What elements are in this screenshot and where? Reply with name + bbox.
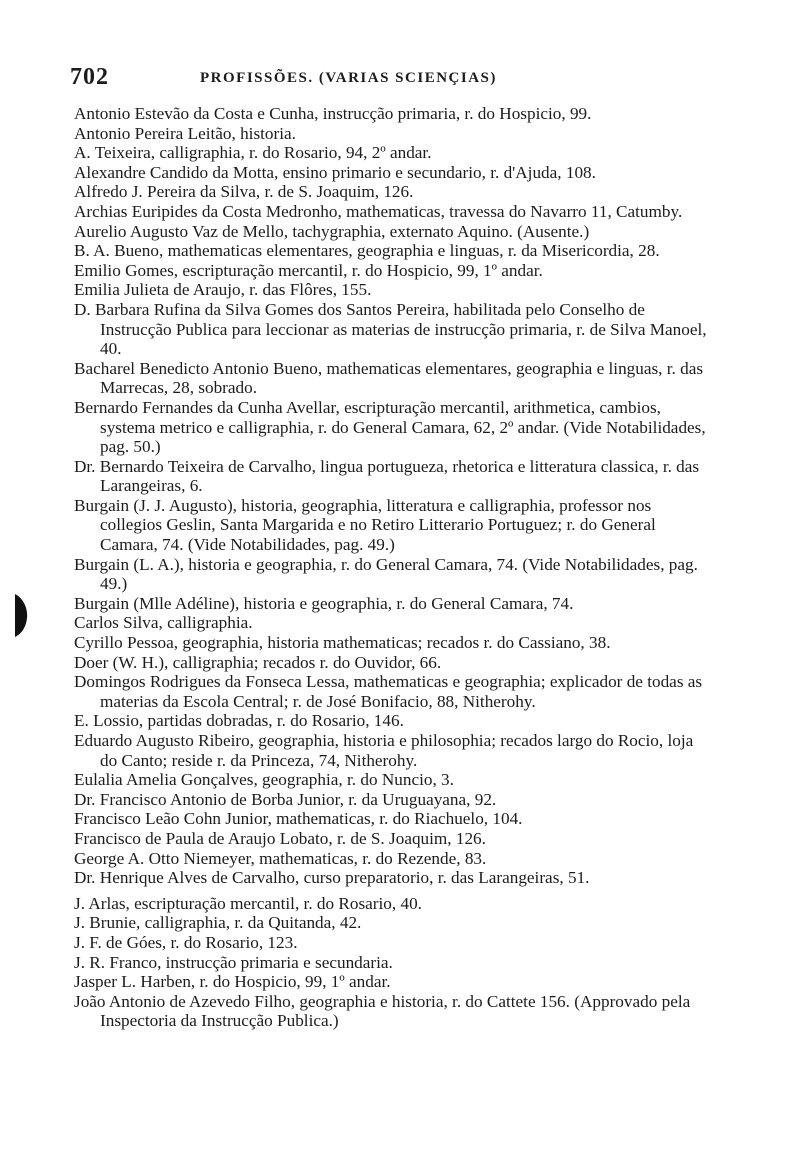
- directory-entry: B. A. Bueno, mathematicas elementares, geographia e linguas, r. da Misericordia, 28.: [74, 241, 660, 261]
- directory-entry: Burgain (Mlle Adéline), historia e geographia, r. do General Camara, 74.: [74, 593, 574, 613]
- directory-entry: Aurelio Augusto Vaz de Mello, tachygraphia, externato Aquino. (Ausente.): [74, 221, 590, 241]
- directory-entry: J. Brunie, calligraphia, r. da Quitanda, 42.: [74, 913, 362, 933]
- directory-entries: [74, 104, 714, 1031]
- directory-entry: Burgain (L. A.), historia e geographia, r. do General Camara, 74. (Vide Notabilidades, pag. 49.): [74, 554, 698, 594]
- directory-entry: Domingos Rodrigues da Fonseca Lessa, mathematicas e geographia; explicador de todas as materias da Escola Central; r. de José Bonifacio, 88, Nitherohy.: [74, 672, 703, 711]
- directory-entry: Francisco de Paula de Araujo Lobato, r. de S. Joaquim, 126.: [74, 828, 486, 848]
- directory-entry: A. Teixeira, calligraphia, r. do Rosario, 94, 2º andar.: [74, 143, 432, 163]
- directory-entry: Emilio Gomes, escripturação mercantil, r. do Hospicio, 99, 1º andar.: [74, 260, 543, 280]
- directory-entry: Dr. Francisco Antonio de Borba Junior, r. da Uruguayana, 92.: [74, 789, 497, 809]
- directory-entry: Jasper L. Harben, r. do Hospicio, 99, 1º andar.: [74, 972, 391, 992]
- directory-entry: Dr. Bernardo Teixeira de Carvalho, lingua portugueza, rhetorica e litteratura classica, r. das Larangeiras, 6.: [74, 456, 700, 496]
- directory-entry: Bacharel Benedicto Antonio Bueno, mathematicas elementares, geographia e linguas, r. das Marrecas, 28, sobrado.: [74, 358, 704, 398]
- directory-entry: Antonio Pereira Leitão, historia.: [74, 123, 296, 143]
- directory-entry: J. F. de Góes, r. do Rosario, 123.: [74, 932, 298, 952]
- directory-entry: Archias Euripides da Costa Medronho, mathematicas, travessa do Navarro 11, Catumby.: [74, 201, 683, 221]
- running-title: PROFISSÕES. (VARIAS SCIENÇIAS): [200, 70, 497, 86]
- directory-entry: J. R. Franco, instrucção primaria e secundaria.: [74, 952, 393, 972]
- directory-entry: Eduardo Augusto Ribeiro, geographia, historia e philosophia; recados largo do Rocio, loja do Canto; reside r. da Princeza, 74, Nitherohy.: [74, 731, 694, 770]
- directory-entry: J. Arlas, escripturação mercantil, r. do Rosario, 40.: [74, 893, 422, 913]
- directory-entry: Alfredo J. Pereira da Silva, r. de S. Joaquim, 126.: [74, 182, 414, 202]
- page-header: [70, 64, 710, 94]
- directory-entry: George A. Otto Niemeyer, mathematicas, r. do Rezende, 83.: [74, 848, 487, 868]
- directory-entry: Antonio Estevão da Costa e Cunha, instrucção primaria, r. do Hospicio, 99.: [74, 104, 592, 123]
- directory-entry: Carlos Silva, calligraphia.: [74, 613, 253, 633]
- directory-entry: Eulalia Amelia Gonçalves, geographia, r. do Nuncio, 3.: [74, 770, 454, 790]
- directory-entry: Doer (W. H.), calligraphia; recados r. do Ouvidor, 66.: [74, 652, 442, 672]
- directory-entry: Bernardo Fernandes da Cunha Avellar, escripturação mercantil, arithmetica, cambios, systema metrico e calligraphia, r. do General Camara, 62, 2º andar. (Vide Notabilidades, pag. 50.): [74, 397, 706, 457]
- directory-entry: E. Lossio, partidas dobradas, r. do Rosario, 146.: [74, 711, 404, 731]
- directory-entry: D. Barbara Rufina da Silva Gomes dos Santos Pereira, habilitada pelo Conselho de Instrucção Publica para leccionar as materias de instrucção primaria, r. de Silva Manoel, 40.: [74, 299, 707, 359]
- directory-entry: Alexandre Candido da Motta, ensino primario e secundario, r. d'Ajuda, 108.: [74, 162, 596, 182]
- directory-entry: Francisco Leão Cohn Junior, mathematicas, r. do Riachuelo, 104.: [74, 809, 523, 829]
- directory-entry: Burgain (J. J. Augusto), historia, geographia, litteratura e calligraphia, professor nos collegios Geslin, Santa Margarida e no Retiro Litterario Portuguez; r. do General Camara, 74. (Vide Notabilidades, pag. 49.): [74, 495, 656, 555]
- page-number: 702: [70, 64, 109, 90]
- directory-entry: João Antonio de Azevedo Filho, geographia e historia, r. do Cattete 156. (Approvado pela Inspectoria da Instrucção Publica.): [74, 991, 691, 1031]
- directory-entry: Cyrillo Pessoa, geographia, historia mathematicas; recados r. do Cassiano, 38.: [74, 633, 611, 653]
- directory-entry: Emilia Julieta de Araujo, r. das Flôres, 155.: [74, 280, 372, 300]
- directory-entry: Dr. Henrique Alves de Carvalho, curso preparatorio, r. das Larangeiras, 51.: [74, 868, 590, 888]
